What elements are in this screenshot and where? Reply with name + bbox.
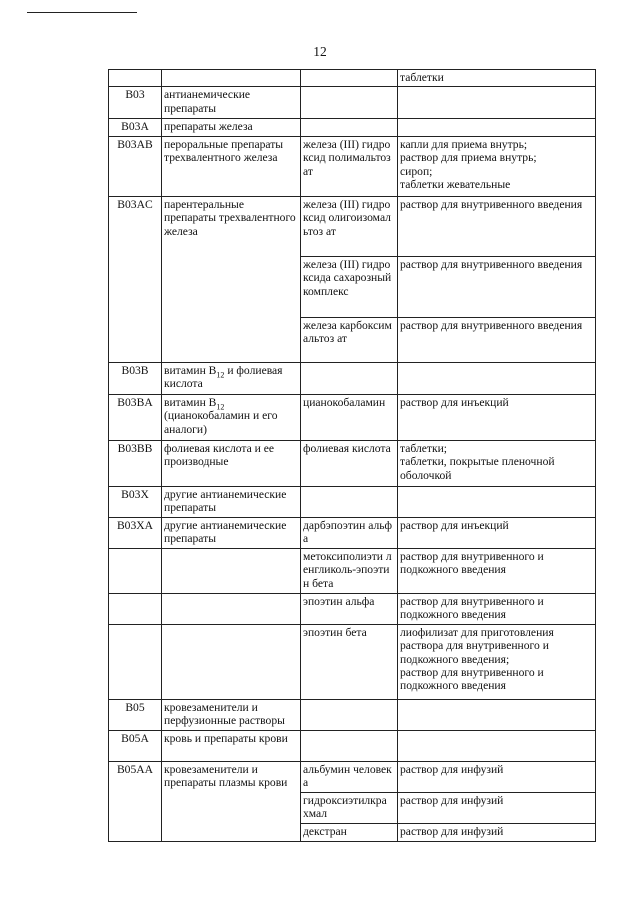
atc-code-cell: B05AA	[109, 761, 162, 841]
atc-code-cell	[109, 593, 162, 624]
atc-code-cell: B03XA	[109, 517, 162, 548]
group-name-cell: парентеральные препараты трехвалентного железа	[162, 196, 301, 362]
dosage-form-cell: раствор для инъекций	[398, 394, 596, 440]
top-left-rule	[27, 12, 137, 13]
dosage-form-cell	[398, 730, 596, 761]
dosage-form-cell: раствор для инфузий	[398, 823, 596, 841]
drug-name-cell	[301, 119, 398, 136]
drug-name-cell: альбумин человека	[301, 761, 398, 792]
atc-code-cell: B03BB	[109, 440, 162, 486]
table-row	[109, 761, 596, 792]
table-row	[109, 517, 596, 548]
group-name-text: витамин B	[164, 363, 217, 377]
atc-code-cell: B03BA	[109, 394, 162, 440]
drug-classification-table	[108, 69, 596, 842]
dosage-form-cell	[398, 362, 596, 394]
atc-code-cell: B05	[109, 699, 162, 730]
dosage-form-cell	[398, 486, 596, 517]
dosage-form-cell: лиофилизат для приготовления раствора для внутривенного и подкожного введения; раствор для внутривенного и подкожного введения	[398, 624, 596, 699]
atc-code-cell: B05A	[109, 730, 162, 761]
atc-code-cell: B03B	[109, 362, 162, 394]
group-name-cell: пероральные препараты трехвалентного железа	[162, 136, 301, 196]
dosage-form-cell: раствор для инъекций	[398, 517, 596, 548]
table-row	[109, 593, 596, 624]
atc-code-cell	[109, 548, 162, 593]
dosage-form-cell: раствор для внутривенного введения	[398, 196, 596, 256]
drug-name-cell: фолиевая кислота	[301, 440, 398, 486]
table-row	[109, 486, 596, 517]
group-name-text-rest: и фолиевая кислота	[164, 363, 283, 391]
table-row	[109, 119, 596, 136]
group-name-cell	[162, 624, 301, 699]
dosage-form-cell: раствор для внутривенного введения	[398, 256, 596, 317]
table-row	[109, 624, 596, 699]
dosage-form-cell	[398, 119, 596, 136]
drug-name-cell	[301, 699, 398, 730]
group-name-cell: кровезаменители и препараты плазмы крови	[162, 761, 301, 841]
group-name-cell	[162, 70, 301, 87]
group-name-cell: препараты железа	[162, 119, 301, 136]
drug-name-cell: эпоэтин бета	[301, 624, 398, 699]
group-name-cell: кровезаменители и перфузионные растворы	[162, 699, 301, 730]
table-row	[109, 196, 596, 256]
drug-name-cell: железа (III) гидроксид полимальтозат	[301, 136, 398, 196]
page-number: 12	[313, 44, 327, 59]
drug-name-cell	[301, 486, 398, 517]
drug-name-cell	[301, 730, 398, 761]
drug-name-cell	[301, 362, 398, 394]
table-row	[109, 136, 596, 196]
drug-name-cell: железа (III) гидроксид олигоизомальтоз ат	[301, 196, 398, 256]
table-row	[109, 730, 596, 761]
dosage-form-cell: раствор для инфузий	[398, 792, 596, 823]
subscript-text: 12	[216, 402, 225, 412]
table-row	[109, 87, 596, 119]
group-name-text: витамин B	[164, 395, 217, 409]
atc-code-cell: B03AB	[109, 136, 162, 196]
atc-code-cell: B03	[109, 87, 162, 119]
dosage-form-cell: раствор для инфузий	[398, 761, 596, 792]
table-row	[109, 548, 596, 593]
dosage-form-cell: раствор для внутривенного и подкожного введения	[398, 548, 596, 593]
drug-name-cell: гидроксиэтилкра хмал	[301, 792, 398, 823]
drug-name-cell: железа (III) гидроксида сахарозный комплекс	[301, 256, 398, 317]
group-name-cell: другие антианемические препараты	[162, 517, 301, 548]
dosage-form-cell: капли для приема внутрь; раствор для приема внутрь; сироп; таблетки жевательные	[398, 136, 596, 196]
group-name-cell: кровь и препараты крови	[162, 730, 301, 761]
table-row	[109, 362, 596, 394]
dosage-form-cell	[398, 699, 596, 730]
dosage-form-cell	[398, 87, 596, 119]
group-name-text-rest: (цианокобаламин и его аналоги)	[164, 409, 278, 436]
drug-name-cell: железа карбоксимальтоз ат	[301, 317, 398, 362]
group-name-cell: антианемические препараты	[162, 87, 301, 119]
atc-code-cell: B03AC	[109, 196, 162, 362]
subscript-text: 12	[216, 370, 225, 380]
table-row	[109, 699, 596, 730]
drug-name-cell	[301, 87, 398, 119]
atc-code-cell: B03A	[109, 119, 162, 136]
group-name-cell	[162, 548, 301, 593]
atc-code-cell: B03X	[109, 486, 162, 517]
drug-name-cell: дарбэпоэтин альфа	[301, 517, 398, 548]
group-name-cell	[162, 394, 301, 440]
table-row	[109, 394, 596, 440]
drug-name-cell: цианокобаламин	[301, 394, 398, 440]
drug-name-cell	[301, 70, 398, 87]
drug-name-cell: декстран	[301, 823, 398, 841]
dosage-form-cell: раствор для внутривенного введения	[398, 317, 596, 362]
group-name-cell	[162, 362, 301, 394]
group-name-cell: фолиевая кислота и ее производные	[162, 440, 301, 486]
table-row	[109, 440, 596, 486]
atc-code-cell	[109, 70, 162, 87]
atc-code-cell	[109, 624, 162, 699]
dosage-form-cell: раствор для внутривенного и подкожного введения	[398, 593, 596, 624]
table-row	[109, 70, 596, 87]
dosage-form-cell: таблетки	[398, 70, 596, 87]
drug-name-cell: эпоэтин альфа	[301, 593, 398, 624]
group-name-cell: другие антианемические препараты	[162, 486, 301, 517]
drug-name-cell: метоксиполиэти ленгликоль-эпоэтин бета	[301, 548, 398, 593]
group-name-cell	[162, 593, 301, 624]
dosage-form-cell: таблетки; таблетки, покрытые пленочной оболочкой	[398, 440, 596, 486]
